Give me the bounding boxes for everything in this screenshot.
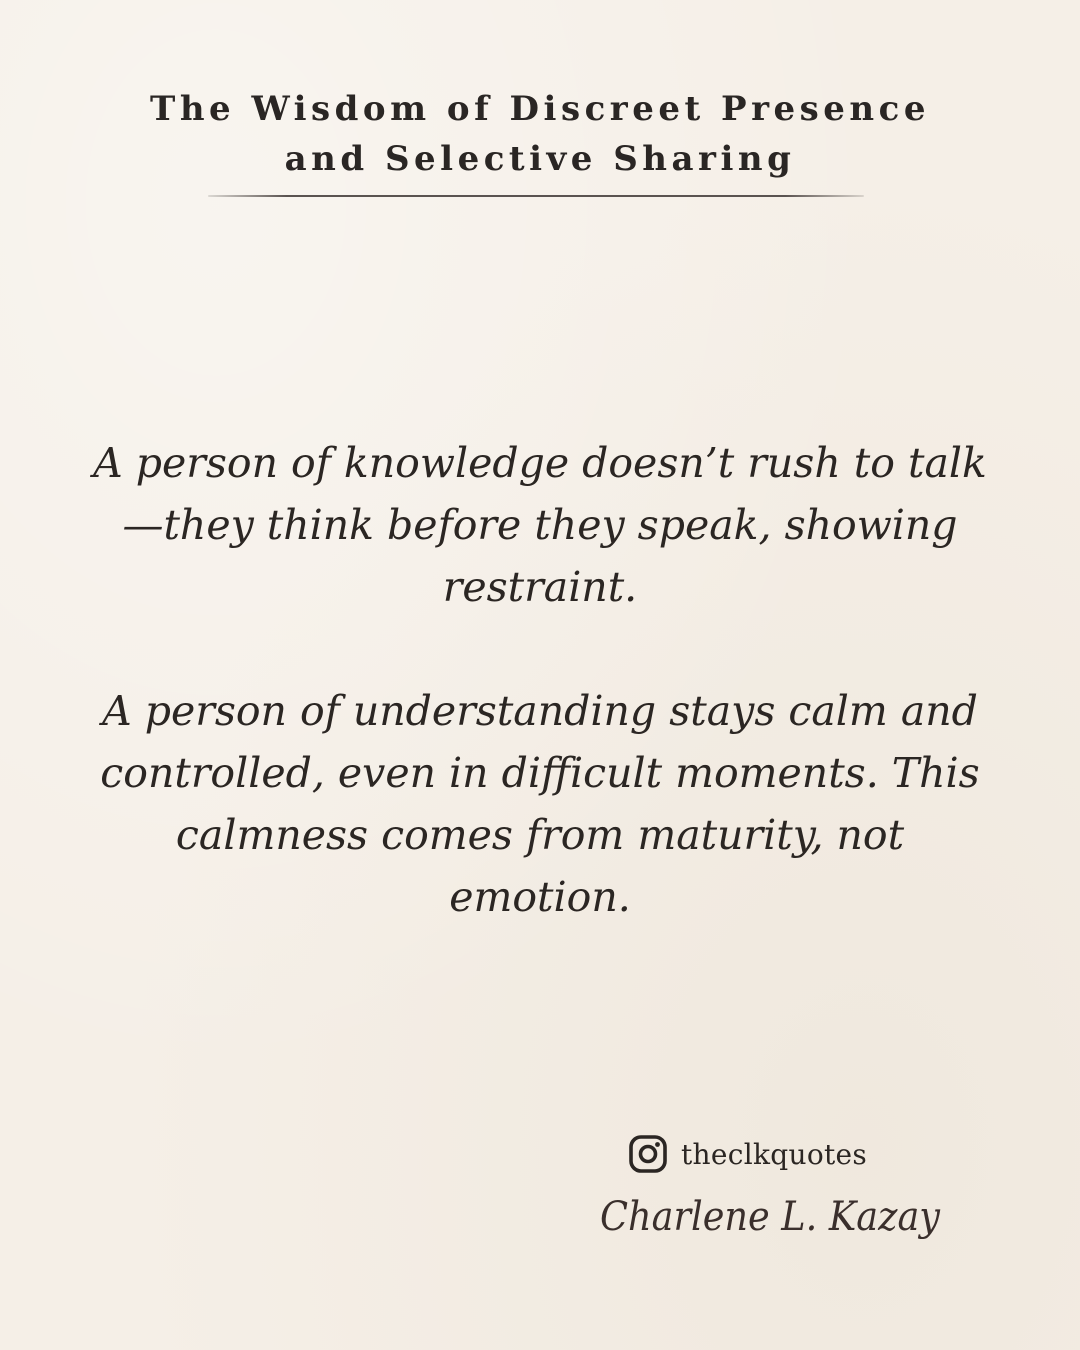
social-handle[interactable]: [628, 1134, 867, 1174]
title-line-1: The Wisdom of Discreet Presence: [150, 89, 930, 129]
title-divider: [208, 195, 864, 197]
title-line-2: and Selective Sharing: [284, 139, 796, 179]
page-title: [0, 84, 1080, 184]
svg-text:Charlene L. Kazay: Charlene L. Kazay: [600, 1194, 942, 1240]
instagram-icon: [628, 1134, 668, 1174]
quote-paragraph-1: A person of knowledge doesn’t rush to talk—they think before they speak, showing restraint.: [93, 439, 987, 611]
instagram-handle: theclkquotes: [681, 1137, 868, 1171]
signature: [596, 1178, 946, 1258]
quote-paragraph-2: A person of understanding stays calm and controlled, even in difficult moments. This calmness comes from maturity, not emotion.: [100, 687, 980, 921]
